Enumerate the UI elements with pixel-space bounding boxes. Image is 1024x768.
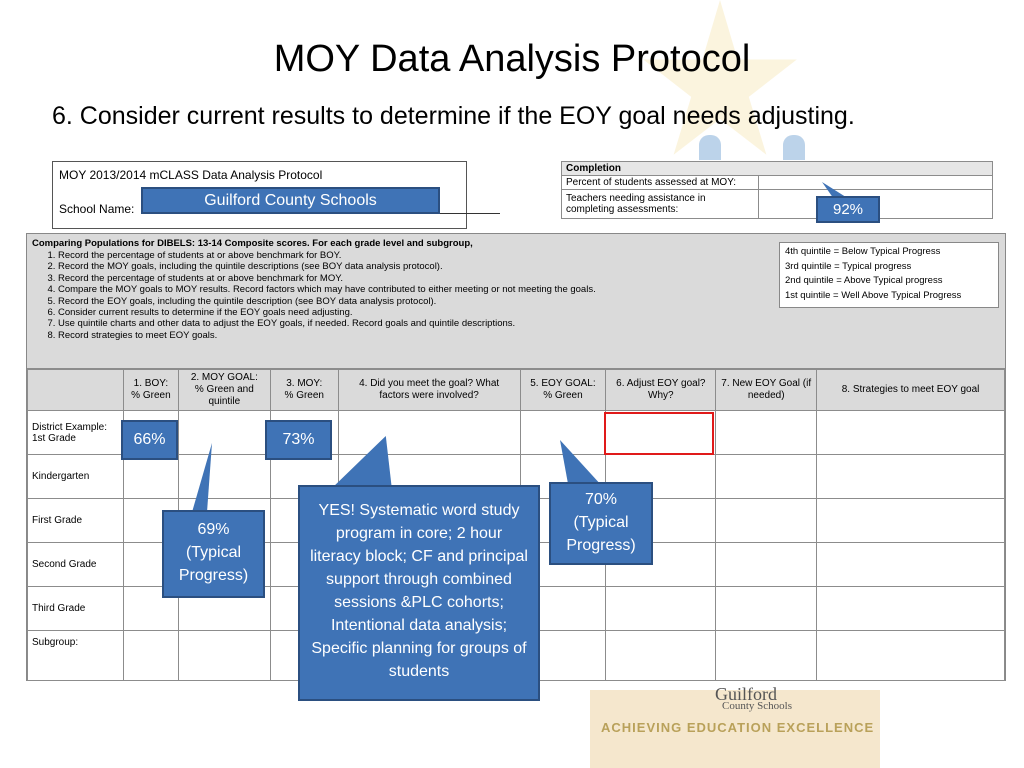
slide-subtitle: 6. Consider current results to determine if the EOY goal needs adjusting. xyxy=(52,102,855,130)
completion-table xyxy=(561,161,993,219)
school-name-label: School Name: xyxy=(59,202,135,216)
instruction-step: 3. Record the percentage of students at or above benchmark for MOY. xyxy=(58,273,596,284)
background-figure-decoration xyxy=(783,135,805,160)
instruction-step: 5. Record the EOY goals, including the quintile description (see BOY data analysis protocol). xyxy=(58,296,596,307)
protocol-title: MOY 2013/2014 mCLASS Data Analysis Protocol xyxy=(59,168,323,182)
table-cell xyxy=(817,543,1005,587)
column-header-moy: 3. MOY: % Green xyxy=(270,370,338,411)
table-cell xyxy=(716,455,817,499)
table-cell xyxy=(716,587,817,631)
quintile-legend xyxy=(779,242,999,308)
callout-eoy-goal: 70% (Typical Progress) xyxy=(549,482,653,565)
table-cell xyxy=(817,631,1005,681)
completion-row-percent: Percent of students assessed at MOY: xyxy=(562,176,759,190)
background-figure-decoration xyxy=(699,135,721,160)
table-cell xyxy=(178,631,270,681)
row-label: First Grade xyxy=(28,499,124,543)
row-label: Third Grade xyxy=(28,587,124,631)
callout-moy-goal: 69% (Typical Progress) xyxy=(162,510,265,598)
instructions-panel xyxy=(27,234,1005,369)
instruction-step: 6. Consider current results to determine if the EOY goals need adjusting. xyxy=(58,307,596,318)
row-label: Subgroup: xyxy=(28,631,124,681)
table-cell xyxy=(606,587,716,631)
completion-value-cell xyxy=(759,176,993,190)
column-header-boy: 1. BOY: % Green xyxy=(123,370,178,411)
legend-item: 2nd quintile = Above Typical progress xyxy=(785,275,943,286)
table-cell xyxy=(606,631,716,681)
table-cell xyxy=(716,499,817,543)
table-cell xyxy=(716,543,817,587)
completion-row-teachers: Teachers needing assistance in completing assessments: xyxy=(562,190,759,219)
callout-percent-assessed: 92% xyxy=(816,196,880,223)
table-cell xyxy=(716,631,817,681)
district-logo-subtitle: County Schools xyxy=(722,700,792,712)
column-header-eoy-goal: 5. EOY GOAL: % Green xyxy=(520,370,606,411)
column-header-moy-goal: 2. MOY GOAL: % Green and quintile xyxy=(178,370,270,411)
row-label: District Example: 1st Grade xyxy=(28,411,124,455)
column-header-adjust: 6. Adjust EOY goal? Why? xyxy=(606,370,716,411)
table-cell xyxy=(123,631,178,681)
callout-boy-value: 66% xyxy=(121,420,178,460)
callout-moy-value: 73% xyxy=(265,420,332,460)
column-header-new-eoy: 7. New EOY Goal (if needed) xyxy=(716,370,817,411)
column-header-goal-met: 4. Did you meet the goal? What factors were involved? xyxy=(338,370,520,411)
instruction-step: 7. Use quintile charts and other data to adjust the EOY goals, if needed. Record goals and quintile descriptions. xyxy=(58,318,596,329)
table-cell xyxy=(817,587,1005,631)
district-tagline: ACHIEVING EDUCATION EXCELLENCE xyxy=(601,720,875,735)
table-cell xyxy=(817,455,1005,499)
instruction-step: 2. Record the MOY goals, including the quintile descriptions (see BOY data analysis protocol). xyxy=(58,261,596,272)
table-cell xyxy=(817,499,1005,543)
table-cell xyxy=(178,455,270,499)
district-logo-name: Guilford xyxy=(715,684,777,704)
row-label: Second Grade xyxy=(28,543,124,587)
table-cell xyxy=(716,411,817,455)
legend-item: 4th quintile = Below Typical Progress xyxy=(785,246,941,257)
instruction-step: 8. Record strategies to meet EOY goals. xyxy=(58,330,596,341)
legend-item: 1st quintile = Well Above Typical Progress xyxy=(785,289,962,301)
completion-heading: Completion xyxy=(562,162,993,176)
instruction-step: 1. Record the percentage of students at or above benchmark for BOY. xyxy=(58,250,596,261)
table-cell xyxy=(123,455,178,499)
instructions-heading: Comparing Populations for DIBELS: 13-14 Composite scores. For each grade level and subgroup, xyxy=(32,238,473,249)
column-header xyxy=(28,370,124,411)
instruction-step: 4. Compare the MOY goals to MOY results. Record factors which may have contributed to either meeting or not meeting the goals. xyxy=(58,284,596,295)
highlighted-cell xyxy=(604,412,714,455)
column-header-strategies: 8. Strategies to meet EOY goal xyxy=(817,370,1005,411)
legend-item: 3rd quintile = Typical progress xyxy=(785,260,912,272)
table-cell xyxy=(178,411,270,455)
slide-title: MOY Data Analysis Protocol xyxy=(273,38,751,80)
callout-school-name: Guilford County Schools xyxy=(141,187,440,214)
instructions-list xyxy=(32,250,596,341)
row-label: Kindergarten xyxy=(28,455,124,499)
table-cell xyxy=(817,411,1005,455)
table-cell xyxy=(338,411,520,455)
callout-goal-factors: YES! Systematic word study program in core; 2 hour literacy block; CF and principal support through combined sessions &PLC cohorts; Intentional data analysis; Specific planning for groups of students xyxy=(298,485,540,701)
